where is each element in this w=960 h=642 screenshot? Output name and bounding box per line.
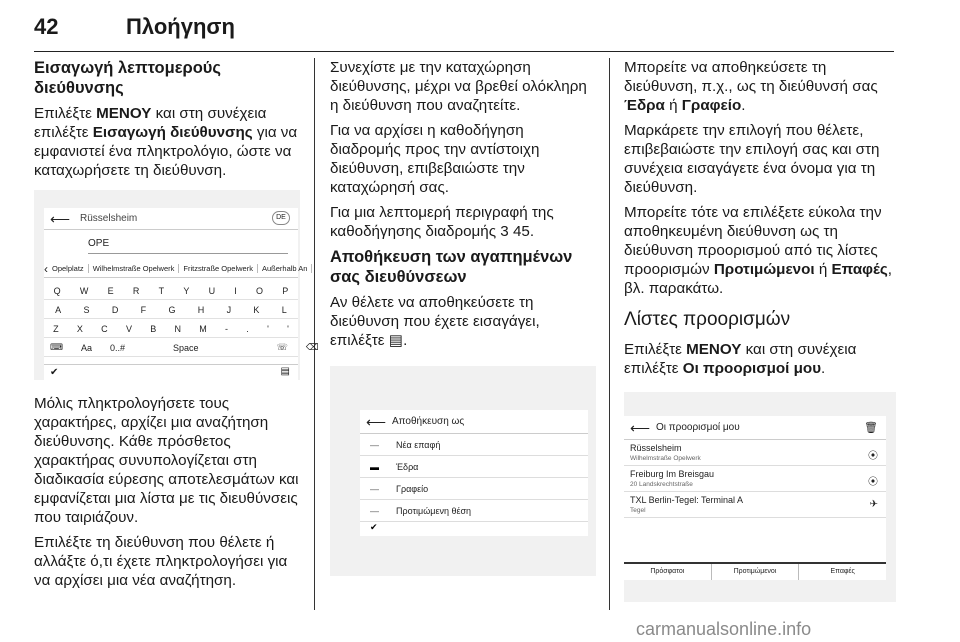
tab-recent[interactable]: Πρόσφατοι — [624, 564, 712, 580]
text: Μπορείτε να αποθηκεύσετε τη διεύθυνση, π.χ., ως τη διεύθυνσή σας — [624, 59, 878, 95]
text: Για μια λεπτομερή περιγραφή της καθοδήγησης διαδρομής — [330, 204, 554, 240]
address-input[interactable]: OPE — [88, 236, 288, 254]
key[interactable]: V — [125, 323, 132, 334]
list-item[interactable] — [360, 478, 588, 500]
voice-icon[interactable]: ☏ — [276, 342, 288, 352]
destination-name: Rüsselsheim — [630, 443, 682, 453]
paragraph: Συνεχίστε με την καταχώρηση διεύθυνσης, μέχρι να βρεθεί ολόκληρη η διεύθυνση που αναζητείτε. — [330, 59, 587, 114]
suggestion-bar — [44, 260, 308, 278]
location-pin-icon[interactable]: ⦿ — [868, 451, 878, 462]
key[interactable]: L — [281, 304, 287, 315]
destinations-screenshot — [624, 392, 896, 602]
key[interactable]: E — [107, 285, 114, 296]
key[interactable]: Z — [53, 323, 59, 334]
back-arrow-icon[interactable]: ⟵ — [366, 414, 387, 430]
menu-term: Προτιμώμενοι — [713, 261, 815, 278]
backspace-icon[interactable]: ⌫ — [305, 342, 319, 352]
paragraph: Για να αρχίσει η καθοδήγηση διαδρομής προς την αντίστοιχη διεύθυνση, επιβεβαιώστε την καταχώρησή σας. — [330, 122, 540, 196]
menu-term: ΜΕΝΟΥ — [96, 105, 152, 122]
key[interactable]: S — [83, 304, 90, 315]
save-icon: ▤ — [388, 332, 404, 349]
text: Επιλέξτε — [624, 341, 687, 358]
save-screenshot — [330, 366, 596, 576]
dash-icon: — — [370, 506, 379, 516]
key[interactable]: P — [282, 285, 289, 296]
destination-address: 20 Landskrechtstraße — [630, 481, 693, 488]
key[interactable]: O — [256, 285, 264, 296]
keyboard-screenshot — [34, 190, 319, 380]
key[interactable]: A — [55, 304, 62, 315]
key[interactable]: M — [199, 323, 207, 334]
key[interactable]: - — [225, 323, 229, 334]
destination-address: Tegel — [630, 507, 646, 514]
key[interactable]: . — [246, 323, 249, 334]
screen-header — [360, 410, 588, 434]
key[interactable]: U — [208, 285, 216, 296]
text: Μπορείτε τότε να επιλέξετε εύκολα την αποθηκευμένη διεύθυνση ως τη διεύθυνση προορισμού από τις λίστες προορισμών — [624, 204, 882, 278]
column-divider — [609, 58, 610, 610]
suggestion[interactable]: Opelplatz — [48, 264, 89, 273]
text: , βλ. παρακάτω. — [624, 261, 893, 297]
item-label: Προτιμώμενη θέση — [396, 506, 472, 516]
confirm-bar — [44, 364, 298, 380]
dash-icon: — — [370, 484, 379, 494]
paragraph: Επιλέξτε τη διεύθυνση που θέλετε ή αλλάξτε ό,τι έχετε πληκτρολογήσει για να αρχίσει μια νέα αναζήτηση. — [34, 534, 288, 589]
suggestion[interactable]: Fritzstraße Opelwerk — [179, 264, 258, 273]
menu-term: Επαφές — [831, 261, 888, 278]
text: 45. — [508, 223, 535, 240]
save-as-screen — [360, 410, 588, 536]
menu-term: ΜΕΝΟΥ — [686, 341, 742, 358]
key[interactable]: R — [132, 285, 140, 296]
screen-title: Οι προορισμοί μου — [656, 422, 740, 433]
menu-term: Γραφείο — [681, 97, 742, 114]
checkmark-icon[interactable]: ✔ — [370, 522, 378, 532]
text: Αν θέλετε να αποθηκεύσετε τη διεύθυνση που έχετε εισαγάγει, επιλέξτε — [330, 294, 540, 349]
text: ή — [814, 261, 832, 278]
watermark: carmanualsonline.info — [636, 619, 812, 639]
key[interactable]: G — [168, 304, 176, 315]
paragraph: Μαρκάρετε την επιλογή που θέλετε, επιβεβαιώστε την επιλογή σας και στη συνέχεια εισαγάγετε ένα όνομα για τη διεύθυνση. — [624, 122, 880, 196]
key[interactable]: Y — [183, 285, 190, 296]
text: . — [403, 332, 408, 349]
back-arrow-icon[interactable]: ⟵ — [50, 211, 71, 227]
text: . — [821, 360, 826, 377]
destination-row[interactable] — [624, 492, 886, 518]
airplane-icon[interactable]: ✈ — [869, 499, 878, 510]
back-arrow-icon[interactable]: ⟵ — [630, 420, 651, 436]
menu-term: Έδρα — [624, 97, 665, 114]
tab-contacts[interactable]: Επαφές — [830, 568, 855, 575]
location-pin-icon[interactable]: ⦿ — [868, 477, 878, 488]
list-item[interactable] — [360, 434, 588, 456]
confirm-row — [360, 522, 588, 536]
page-number: 42 — [34, 14, 59, 39]
item-label: Νέα επαφή — [396, 440, 441, 450]
reference-arrow: 3 — [500, 223, 509, 240]
item-label: Έδρα — [396, 462, 419, 472]
paragraph — [330, 293, 596, 350]
key[interactable]: Aa — [81, 342, 93, 353]
list-item[interactable] — [360, 456, 588, 478]
key[interactable]: Q — [53, 285, 61, 296]
destination-address: Wilhelmstraße Opelwerk — [630, 455, 701, 462]
key[interactable]: H — [197, 304, 205, 315]
key[interactable]: K — [253, 304, 260, 315]
space-key[interactable]: Space — [173, 342, 199, 353]
paragraph — [34, 104, 300, 180]
menu-term: Οι προορισμοί μου — [682, 360, 822, 377]
key[interactable]: W — [79, 285, 89, 296]
keyboard-screen — [44, 208, 319, 364]
key[interactable]: T — [158, 285, 165, 296]
paragraph — [330, 203, 596, 241]
key-row-3 — [44, 320, 298, 338]
section-heading: Αποθήκευση των αγαπημένων σας διευθύνσεων — [330, 248, 573, 286]
keyboard-icon[interactable]: ⌨ — [50, 342, 63, 352]
text: για να εμφανιστεί ένα πληκτρολόγιο, ώστε να καταχωρήσετε τη διεύθυνση. — [34, 124, 298, 179]
destination-tabs — [624, 562, 886, 580]
key-row-1 — [44, 282, 298, 300]
paragraph: Μόλις πληκτρολογήσετε τους χαρακτήρες, αρχίζει μια αναζήτηση διεύθυνσης. Κάθε πρόσθετος χαρακτήρας συνυπολογίζεται στη διαδικασία εύρεσης αποτελεσμάτων και εμφανίζεται μια λίστα με τις διευθύνσεις που ταιριάζουν. — [34, 395, 299, 526]
chapter-title: Πλοήγηση — [126, 14, 235, 39]
destination-name: TXL Berlin-Tegel: Terminal A — [630, 495, 744, 505]
text: . — [741, 97, 746, 114]
my-destinations-screen — [624, 416, 886, 580]
suggestion[interactable]: Außerhalb An — [258, 264, 312, 273]
country-badge[interactable]: DE — [272, 211, 290, 225]
destination-row[interactable] — [624, 466, 886, 492]
list-item[interactable] — [360, 500, 588, 522]
column-2 — [330, 58, 596, 612]
key[interactable]: B — [150, 323, 157, 334]
tab-favourites[interactable]: Προτιμώμενοι — [712, 564, 800, 580]
key[interactable]: J — [226, 304, 232, 315]
suggestion[interactable]: Wilhelmstraße Opelwerk — [89, 264, 180, 273]
text: Επιλέξτε — [34, 105, 97, 122]
key[interactable]: I — [234, 285, 237, 296]
paragraph — [624, 340, 896, 378]
column-3 — [624, 58, 896, 612]
section-heading: Λίστες προορισμών — [624, 309, 791, 330]
key[interactable]: ' — [267, 323, 269, 334]
text: ή — [664, 97, 682, 114]
save-icon[interactable]: ▤ — [280, 366, 290, 377]
key[interactable]: 0..# — [110, 342, 126, 353]
key[interactable]: F — [140, 304, 147, 315]
key[interactable]: X — [76, 323, 83, 334]
item-label: Γραφείο — [396, 484, 429, 494]
destination-name: Freiburg Im Breisgau — [630, 469, 715, 479]
screen-title: Rüsselsheim — [80, 213, 138, 224]
screen-header — [44, 208, 298, 230]
checkmark-icon[interactable]: ✔ — [50, 367, 59, 378]
paragraph — [624, 203, 896, 298]
menu-term: Εισαγωγή διεύθυνσης — [92, 124, 253, 141]
text: και στη συνέχεια επιλέξτε — [624, 341, 857, 377]
screen-header — [624, 416, 886, 440]
destination-row[interactable] — [624, 440, 886, 466]
column-1 — [34, 58, 319, 612]
chevron-left-icon[interactable]: ‹ — [44, 261, 48, 276]
page-header — [34, 0, 894, 52]
trash-icon[interactable]: 🗑 — [864, 422, 878, 434]
column-divider — [314, 58, 315, 610]
key[interactable]: C — [101, 323, 108, 334]
paragraph — [624, 58, 896, 115]
section-heading: Εισαγωγή λεπτομερούς διεύθυνσης — [34, 59, 221, 97]
dash-icon: — — [370, 440, 379, 450]
key[interactable]: D — [111, 304, 119, 315]
key-row-2 — [44, 301, 298, 319]
text: και στη συνέχεια επιλέξτε — [34, 105, 267, 141]
key-row-4 — [44, 339, 319, 357]
screen-title: Αποθήκευση ως — [392, 416, 465, 427]
key[interactable]: ' — [287, 323, 289, 334]
key[interactable]: N — [174, 323, 181, 334]
dash-icon: ▬ — [370, 462, 379, 472]
